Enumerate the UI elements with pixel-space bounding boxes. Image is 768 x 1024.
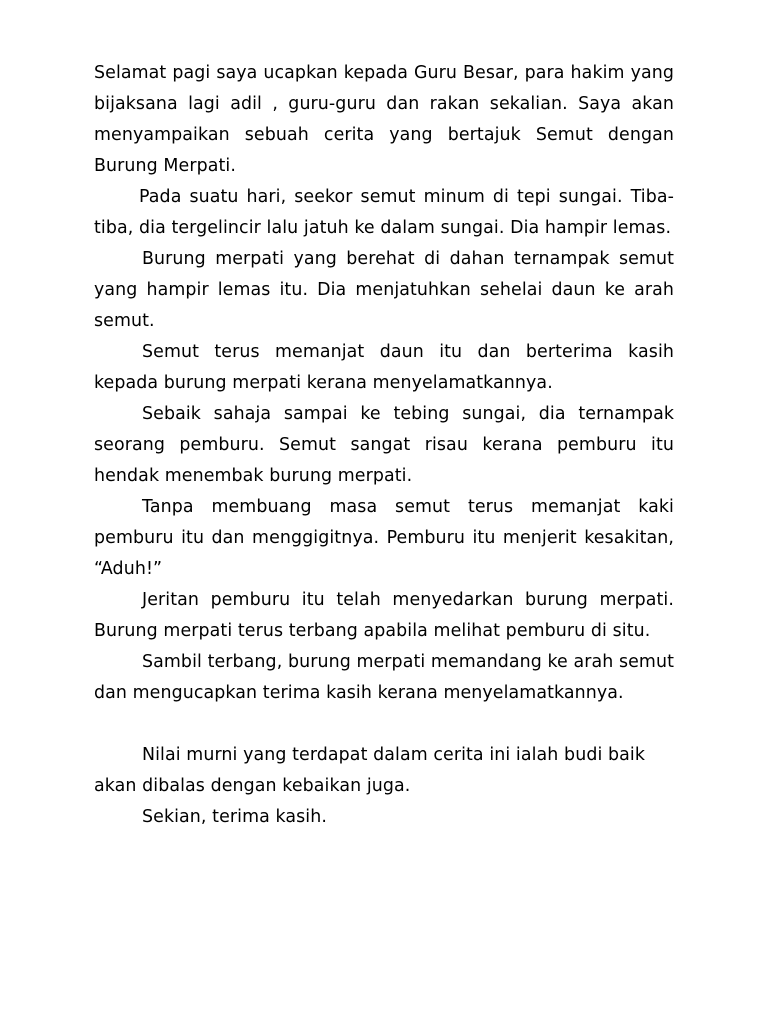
- story-paragraph-4: Sebaik sahaja sampai ke tebing sungai, dia ternampak seorang pemburu. Semut sangat risau kerana pemburu itu hendak menembak burung merpati.: [94, 404, 674, 486]
- moral-paragraph: Nilai murni yang terdapat dalam cerita ini ialah budi baik akan dibalas dengan kebaikan juga.: [94, 745, 646, 796]
- story-paragraph-3: Semut terus memanjat daun itu dan berterima kasih kepada burung merpati kerana menyelamatkannya.: [94, 342, 674, 393]
- paragraph-gap: [94, 709, 674, 740]
- story-paragraph-5: Tanpa membuang masa semut terus memanjat kaki pemburu itu dan menggigitnya. Pemburu itu menjerit kesakitan, “Aduh!”: [94, 497, 674, 579]
- story-paragraph-7: Sambil terbang, burung merpati memandang ke arah semut dan mengucapkan terima kasih kerana menyelamatkannya.: [94, 652, 675, 703]
- story-paragraph-2: Burung merpati yang berehat di dahan ternampak semut yang hampir lemas itu. Dia menjatuhkan sehelai daun ke arah semut.: [94, 249, 674, 331]
- closing-line: Sekian, terima kasih.: [142, 807, 327, 827]
- opening-paragraph: Selamat pagi saya ucapkan kepada Guru Besar, para hakim yang bijaksana lagi adil , guru-guru dan rakan sekalian. Saya akan menyampaikan sebuah cerita yang bertajuk Semut dengan Burung Merpati.: [94, 63, 674, 176]
- story-paragraph-6: Jeritan pemburu itu telah menyedarkan burung merpati. Burung merpati terus terbang apabila melihat pemburu di situ.: [94, 590, 674, 641]
- document-page: [94, 58, 674, 833]
- story-paragraph-1: Pada suatu hari, seekor semut minum di tepi sungai. Tiba-tiba, dia tergelincir lalu jatuh ke dalam sungai. Dia hampir lemas.: [94, 187, 674, 238]
